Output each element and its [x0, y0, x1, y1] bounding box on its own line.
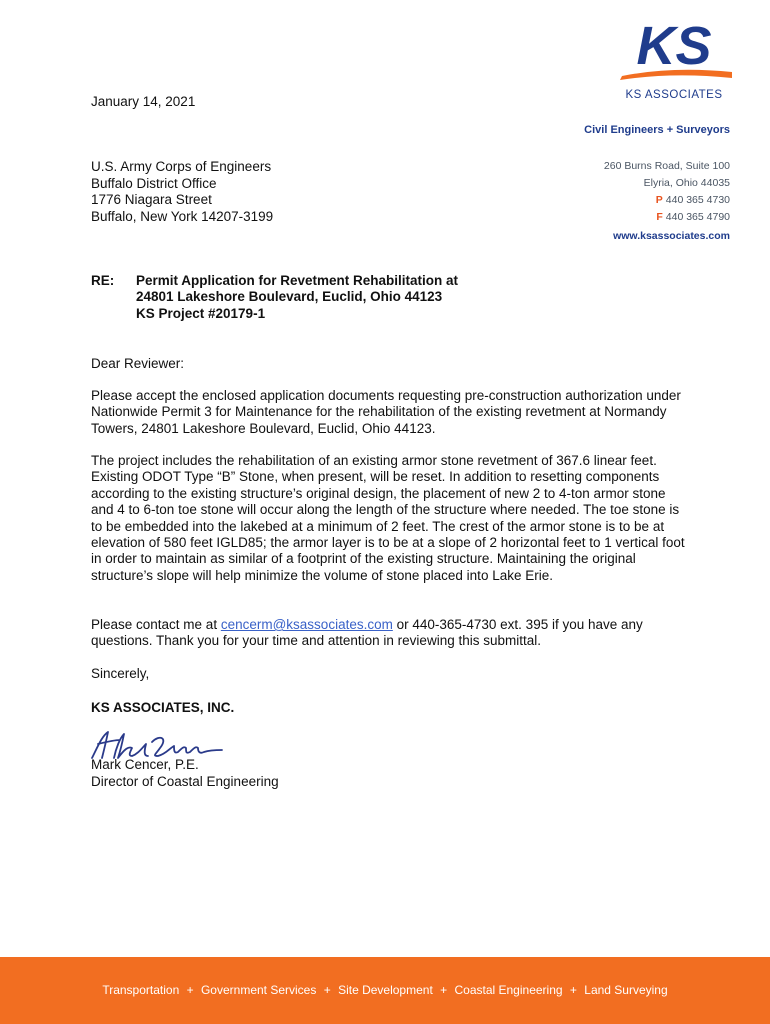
fax-number: 440 365 4790: [665, 211, 730, 223]
phone-prefix: P: [655, 194, 663, 206]
contact-email-link[interactable]: cencerm@ksassociates.com: [220, 617, 393, 632]
footer-separator: +: [186, 983, 194, 997]
footer-separator: +: [323, 983, 331, 997]
footer-services: [0, 983, 770, 997]
subject-block: [136, 273, 458, 322]
body-paragraph-2: The project includes the rehabilitation of an existing armor stone revetment of 367.6 linear feet. Existing ODOT Type “B” Stone, when present, will be reset. In addition to resetting components according to the existing structure’s original design, the placement of new 2 to 4-ton armor stone and 4 to 6-ton toe stone will occur along the length of the structure where needed. The toe stone is to be embedded into the lakebed at a minimum of 2 feet. The crest of the armor stone is to be at elevation of 580 feet IGLD85; the armor layer is to be at a slope of 2 horizontal feet to 1 vertical foot in order to maintain as similar of a footprint of the existing structure. Maintaining the original structure’s slope will help minimize the volume of stone placed into Lake Erie.: [91, 453, 685, 583]
signer-title: Director of Coastal Engineering: [91, 773, 279, 789]
firm-tagline: Civil Engineers + Surveyors: [584, 124, 730, 136]
footer-service-4: Coastal Engineering: [454, 983, 563, 997]
ks-logo-icon: [612, 18, 736, 84]
footer-separator: +: [440, 983, 448, 997]
footer-service-1: Transportation: [102, 983, 180, 997]
subject-line-2: 24801 Lakeshore Boulevard, Euclid, Ohio 44123: [136, 289, 443, 305]
firm-name: KS ASSOCIATES: [625, 89, 723, 101]
logo-lettering: KS: [636, 18, 712, 76]
firm-address-line1: 260 Burns Road, Suite 100: [603, 160, 730, 172]
contact-text-after: or 440-365-4730 ext. 395 if you have any questions. Thank you for your time and attention in reviewing this submittal.: [91, 617, 643, 649]
footer-service-2: Government Services: [200, 983, 317, 997]
contact-text-before: Please contact me at: [91, 617, 221, 632]
firm-phone: [656, 194, 730, 206]
subject-line-1: Permit Application for Revetment Rehabilitation at: [136, 273, 459, 288]
recipient-line-1: U.S. Army Corps of Engineers: [91, 159, 272, 174]
salutation: Dear Reviewer:: [91, 356, 185, 371]
recipient-line-4: Buffalo, New York 14207-3199: [91, 208, 274, 224]
body-paragraph-3: [91, 617, 691, 650]
letter-date: January 14, 2021: [91, 94, 196, 109]
fax-prefix: F: [656, 211, 663, 223]
recipient-line-2: Buffalo District Office: [91, 175, 217, 191]
subject-line-3: KS Project #20179-1: [136, 305, 266, 321]
footer-separator: +: [569, 983, 577, 997]
signer-name: Mark Cencer, P.E.: [91, 757, 199, 772]
firm-fax: [656, 211, 730, 223]
recipient-line-3: 1776 Niagara Street: [91, 192, 212, 207]
footer-service-3: Site Development: [338, 983, 433, 997]
firm-address-line2: Elyria, Ohio 44035: [643, 177, 730, 189]
re-label: RE:: [91, 273, 115, 288]
company-name: KS ASSOCIATES, INC.: [91, 700, 235, 715]
phone-number: 440 365 4730: [665, 194, 730, 206]
firm-website-link[interactable]: www.ksassociates.com: [613, 230, 730, 242]
body-paragraph-1: Please accept the enclosed application documents requesting pre-construction authorization under Nationwide Permit 3 for Maintenance for the rehabilitation of the existing revetment at Normandy Towers, 24801 Lakeshore Boulevard, Euclid, Ohio 44123.: [91, 388, 681, 436]
footer-service-5: Land Surveying: [584, 983, 668, 997]
closing: Sincerely,: [91, 666, 150, 681]
